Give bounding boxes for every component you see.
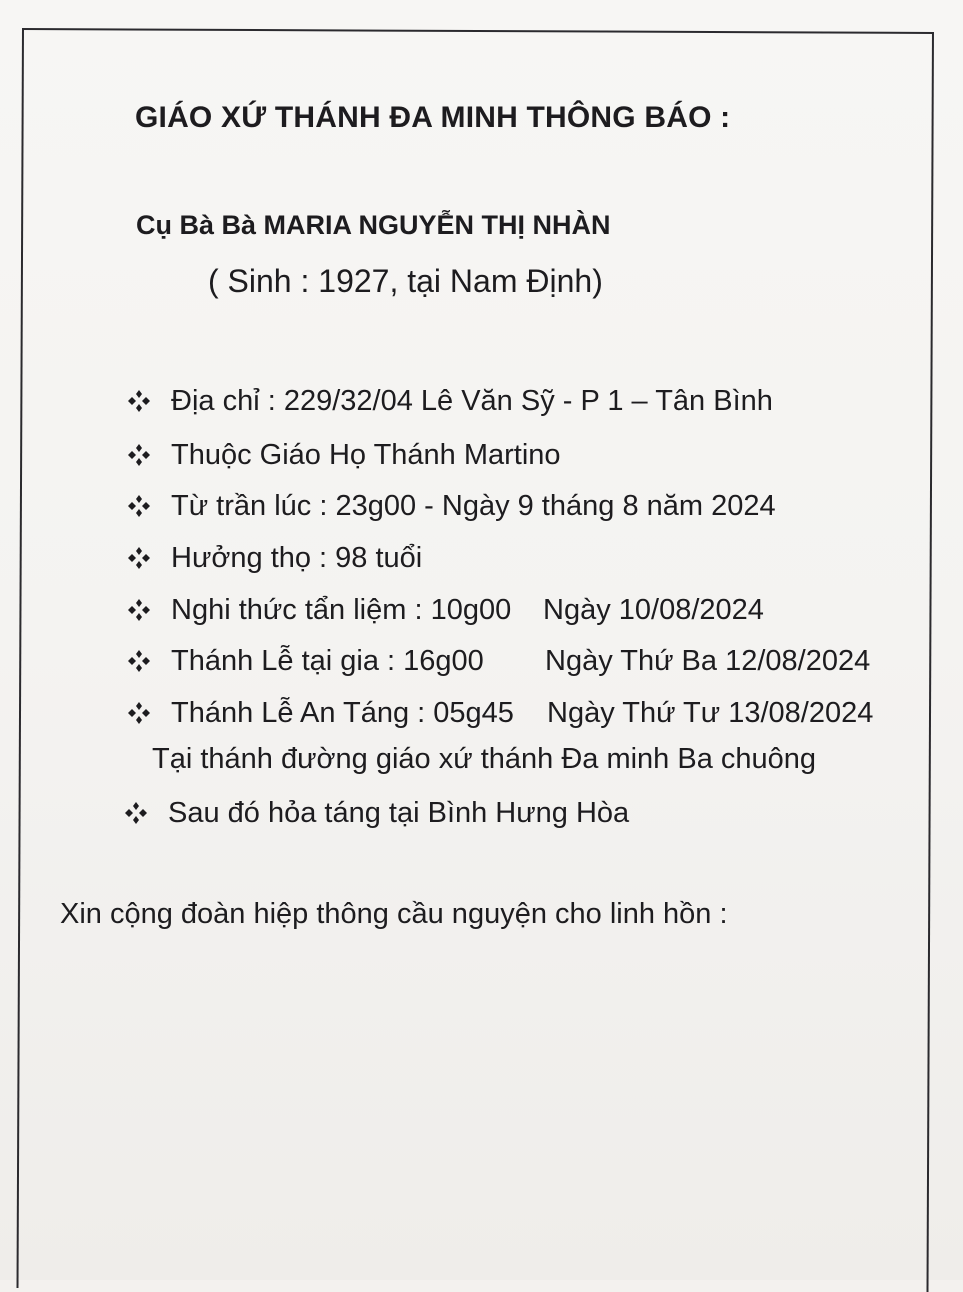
four-diamond-bullet-icon (127, 443, 151, 467)
info-item-text: Địa chỉ : 229/32/04 Lê Văn Sỹ - P 1 – Tân Bình (171, 385, 773, 417)
info-item-date: Ngày Thứ Ba 12/08/2024 (545, 645, 871, 677)
four-diamond-bullet-icon (127, 598, 151, 622)
info-item-text: Thánh Lễ An Táng : 05g45 (171, 697, 514, 729)
info-item-text: Thuộc Giáo Họ Thánh Martino (171, 439, 561, 471)
notice-headline: GIÁO XỨ THÁNH ĐA MINH THÔNG BÁO : (135, 101, 731, 134)
birth-info: ( Sinh : 1927, tại Nam Định) (208, 263, 603, 299)
four-diamond-bullet-icon (124, 801, 148, 825)
info-item-text: Từ trần lúc : 23g00 - Ngày 9 tháng 8 năm 2024 (171, 490, 776, 522)
four-diamond-bullet-icon (127, 701, 151, 725)
info-item-text: Thánh Lễ tại gia : 16g00 (171, 645, 484, 677)
closing-prayer-request: Xin cộng đoàn hiệp thông cầu nguyện cho linh hồn : (60, 898, 728, 930)
info-item-text: Sau đó hỏa táng tại Bình Hưng Hòa (168, 797, 630, 829)
four-diamond-bullet-icon (127, 494, 151, 518)
four-diamond-bullet-icon (127, 649, 151, 673)
four-diamond-bullet-icon (127, 546, 151, 570)
four-diamond-bullet-icon (127, 389, 151, 413)
deceased-name: Cụ Bà Bà MARIA NGUYỄN THỊ NHÀN (136, 210, 611, 240)
funeral-venue: Tại thánh đường giáo xứ thánh Đa minh Ba chuông (152, 743, 817, 775)
info-item-text: Hưởng thọ : 98 tuổi (171, 542, 423, 574)
info-item-date: Ngày Thứ Tư 13/08/2024 (547, 697, 874, 729)
info-item-date: Ngày 10/08/2024 (543, 594, 764, 626)
info-item-text: Nghi thức tẩn liệm : 10g00 (171, 594, 512, 626)
